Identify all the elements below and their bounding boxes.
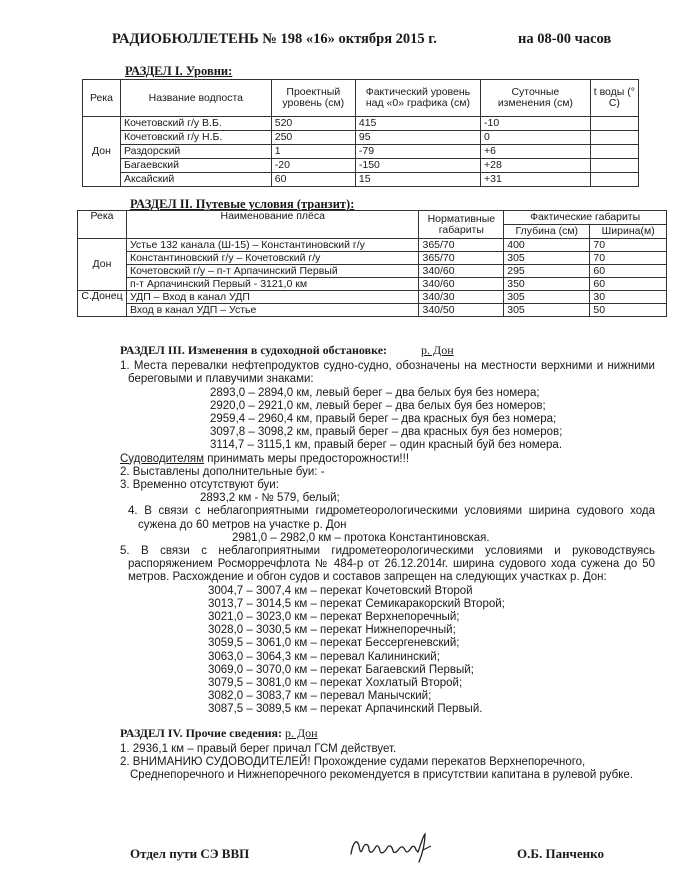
item-1: 1. Места перевалки нефтепродуктов судно-судно, обозначены на местности верхними и нижними береговыми и плавучими знаками:	[120, 360, 655, 386]
levels-table	[82, 79, 639, 187]
table-row: Багаевский -20 -150 +28	[83, 159, 639, 173]
table-row: Дон Кочетовский г/у В.Б. 520 415 -10	[83, 117, 639, 131]
section4-item: 2. ВНИМАНИЮ СУДОВОДИТЕЛЕЙ! Прохождение судами перекатов Верхнепоречного, Среднепоречного и Нижнепоречного рекомендуется в присутствии капитана в рулевой рубке.	[120, 756, 633, 782]
table-row: Константиновский г/у – Кочетовский г/у 365/70 305 70	[78, 252, 667, 265]
list-item: 3114,7 – 3115,1 км, правый берег – один красный буй без номера.	[210, 439, 563, 452]
item-2: 2. Выставлены дополнительные буи: -	[120, 465, 325, 478]
list-item: 3079,5 – 3081,0 км – перекат Хохлатый Второй;	[208, 677, 463, 690]
bulletin-time: на 08-00 часов	[518, 31, 612, 47]
section3	[120, 344, 655, 783]
col-river: Река	[78, 211, 127, 239]
list-item: 2920,0 – 2921,0 км, левый берег – два белых буя без номеров;	[210, 399, 546, 412]
bulletin-title: РАДИОБЮЛЛЕТЕНЬ № 198 «16» октября 2015 г.	[112, 31, 437, 47]
transit-table	[77, 210, 667, 317]
list-item: 2981,0 – 2982,0 км – протока Константиновская.	[232, 531, 490, 544]
list-item: 3021,0 – 3023,0 км – перекат Верхнепоречный;	[208, 611, 460, 624]
list-item: 2959,4 – 2960,4 км, правый берег – два красных буя без номера;	[210, 413, 557, 426]
col-norm: Нормативные габариты	[419, 211, 504, 239]
list-item: 3013,7 – 3014,5 км – перекат Семикаракорский Второй;	[208, 597, 505, 610]
table-row: Кочетовский г/у Н.Б. 250 95 0	[83, 131, 639, 145]
list-item: 3004,7 – 3007,4 км – перекат Кочетовский Второй	[208, 584, 473, 597]
list-item: 3082,0 – 3083,7 км – перевал Манычский;	[208, 690, 432, 703]
section1-heading: РАЗДЕЛ I. Уровни:	[125, 64, 233, 78]
col-project-level: Проектный уровень (см)	[271, 80, 355, 117]
river-cell: Дон	[83, 117, 121, 187]
col-daily-change: Суточные изменения (см)	[481, 80, 591, 117]
signer-name: О.Б. Панченко	[517, 846, 604, 861]
table-row: Аксайский 60 15 +31	[83, 173, 639, 187]
table-row: Кочетовский г/у – п-т Арпачинский Первый 340/60 295 60	[78, 265, 667, 278]
list-item: 2893,0 – 2894,0 км, левый берег – два белых буя без номера;	[210, 386, 540, 399]
list-item: 3059,5 – 3061,0 км – перекат Бессергеневский;	[208, 637, 460, 650]
table-row: п-т Арпачинский Первый - 3121,0 км 340/60 350 60	[78, 278, 667, 291]
col-depth: Глубина (см)	[504, 225, 590, 239]
warning-line: Судоводителям принимать меры предосторожности!!!	[120, 452, 410, 465]
col-actual-level: Фактический уровень над «0» графика (см)	[355, 80, 480, 117]
table-row: Дон Устье 132 канала (Ш-15) – Константиновский г/у 365/70 400 70	[78, 239, 667, 252]
list-item: 3069,0 – 3070,0 км – перекат Багаевский Первый;	[208, 663, 474, 676]
section4-heading: РАЗДЕЛ IV. Прочие сведения: р. Дон	[120, 725, 318, 740]
section2-heading: РАЗДЕЛ II. Путевые условия (транзит):	[130, 197, 355, 211]
col-stretch: Наименование плёса	[126, 211, 419, 239]
section4-item: 1. 2936,1 км – правый берег причал ГСМ действует.	[120, 742, 397, 755]
item-4: 4. В связи с неблагоприятными гидрометеорологическими условиями ширина судового хода сужена до 60 метров на участке р. Дон	[128, 505, 655, 531]
table-row: Вход в канал УДП – Устье 340/50 305 50	[78, 304, 667, 317]
signature-image	[345, 828, 445, 868]
list-item: 3097,8 – 3098,2 км, правый берег – два красных буя без номеров;	[210, 426, 563, 439]
col-station: Название водпоста	[120, 80, 271, 117]
col-width: Ширина(м)	[590, 225, 667, 239]
list-item: 2893,2 км - № 579, белый;	[200, 492, 340, 505]
table-row: Раздорский 1 -79 +6	[83, 145, 639, 159]
list-item: 3028,0 – 3030,5 км – перекат Нижнепоречный;	[208, 624, 456, 637]
col-river: Река	[83, 80, 121, 117]
item-5: 5. В связи с неблагоприятными гидрометеорологическими условиями и руководствуясь распоряжением Росморречфлота № 484-р от 26.12.2014г. ширина судового хода сужена до 50 метров. Расхождение и обгон судов и составов запрещен на следующих участках р. Дон:	[120, 545, 655, 584]
col-fact: Фактические габариты	[504, 211, 667, 225]
table-row: С.Донец УДП – Вход в канал УДП 340/30 305 30	[78, 291, 667, 304]
list-item: 3063,0 – 3064,3 км – перевал Калининский;	[208, 650, 440, 663]
list-item: 3087,5 – 3089,5 км – перекат Арпачинский Первый.	[208, 703, 483, 716]
item-3: 3. Временно отсутствуют буи:	[120, 479, 279, 492]
section3-heading: РАЗДЕЛ III. Изменения в судоходной обстановке: р. Дон	[120, 343, 454, 357]
col-water-temp: t воды (° С)	[590, 80, 638, 117]
department-label: Отдел пути СЭ ВВП	[130, 846, 250, 861]
